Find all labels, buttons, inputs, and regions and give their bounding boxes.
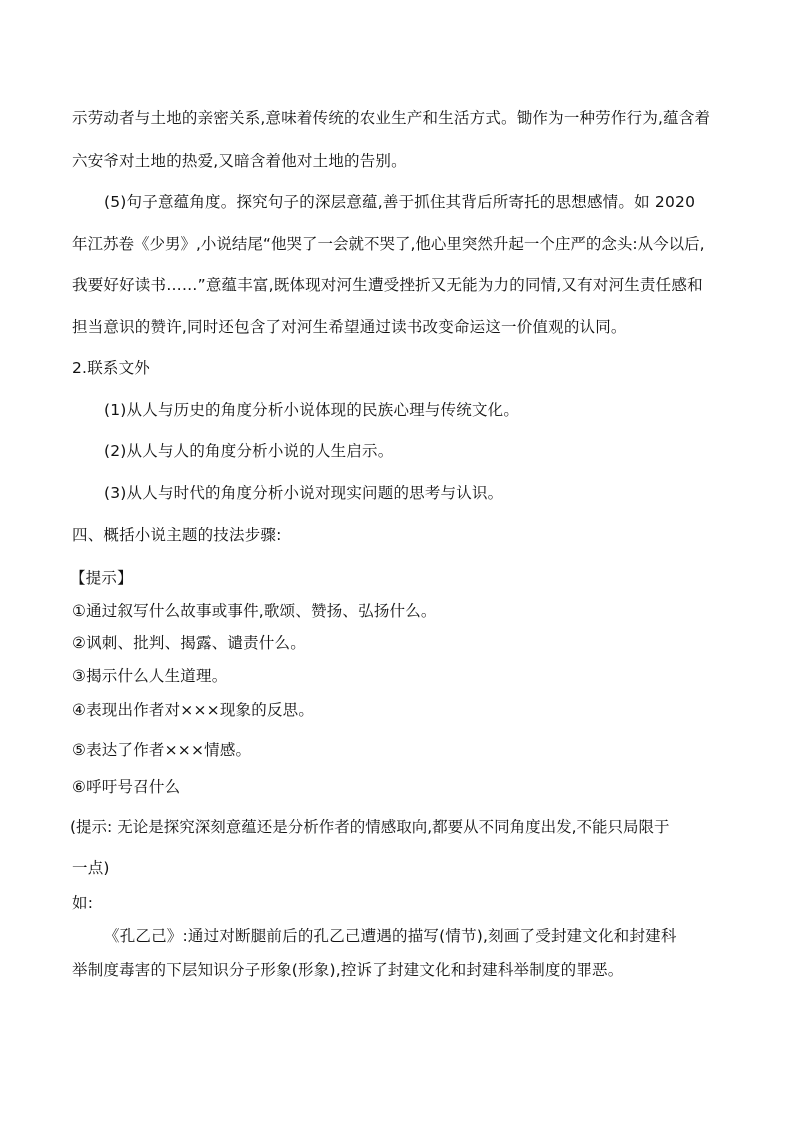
list-item: (1)从人与历史的角度分析小说体现的民族心理与传统文化。 bbox=[104, 401, 520, 419]
step-item: ③揭示什么人生道理。 bbox=[72, 667, 228, 685]
step-item: ①通过叙写什么故事或事件,歌颂、赞扬、弘扬什么。 bbox=[72, 602, 437, 620]
paragraph-line: 六安爷对土地的热爱,又暗含着他对土地的告别。 bbox=[72, 152, 407, 170]
step-item: ⑤表达了作者×××情感。 bbox=[72, 741, 252, 759]
paragraph-line: 示劳动者与土地的亲密关系,意味着传统的农业生产和生活方式。锄作为一种劳作行为,蕴含着 bbox=[72, 109, 711, 127]
example-label: 如: bbox=[72, 894, 94, 912]
step-item: ⑥呼吁号召什么 bbox=[72, 778, 181, 796]
item5-line: 我要好好读书……”意蕴丰富,既体现对河生遭受挫折又无能为力的同情,又有对河生责任感和 bbox=[72, 276, 703, 294]
step-item: ④表现出作者对×××现象的反思。 bbox=[72, 701, 315, 719]
note-line: (提示: 无论是探究深刻意蕴还是分析作者的情感取向,都要从不同角度出发,不能只局限于 bbox=[70, 818, 670, 836]
note-line: 一点) bbox=[72, 859, 110, 877]
item5-line: (5)句子意蕴角度。探究句子的深层意蕴,善于抓住其背后所寄托的思想感情。如 2020 bbox=[104, 193, 696, 211]
tip-label: 【提示】 bbox=[70, 569, 133, 587]
example-line: 举制度毒害的下层知识分子形象(形象),控诉了封建文化和封建科举制度的罪恶。 bbox=[72, 961, 624, 979]
list-item: (2)从人与人的角度分析小说的人生启示。 bbox=[104, 442, 394, 460]
step-item: ②讽刺、批判、揭露、谴责什么。 bbox=[72, 634, 306, 652]
section-heading: 2.联系文外 bbox=[72, 359, 150, 377]
example-line: 《孔乙己》:通过对断腿前后的孔乙己遭遇的描写(情节),刻画了受封建文化和封建科 bbox=[104, 927, 677, 945]
item5-line: 年江苏卷《少男》,小说结尾“他哭了一会就不哭了,他心里突然升起一个庄严的念头:从今以后, bbox=[72, 235, 705, 253]
list-item: (3)从人与时代的角度分析小说对现实问题的思考与认识。 bbox=[104, 484, 504, 502]
item5-line: 担当意识的赞许,同时还包含了对河生希望通过读书改变命运这一价值观的认同。 bbox=[72, 318, 627, 336]
section-heading: 四、概括小说主题的技法步骤: bbox=[72, 526, 282, 544]
